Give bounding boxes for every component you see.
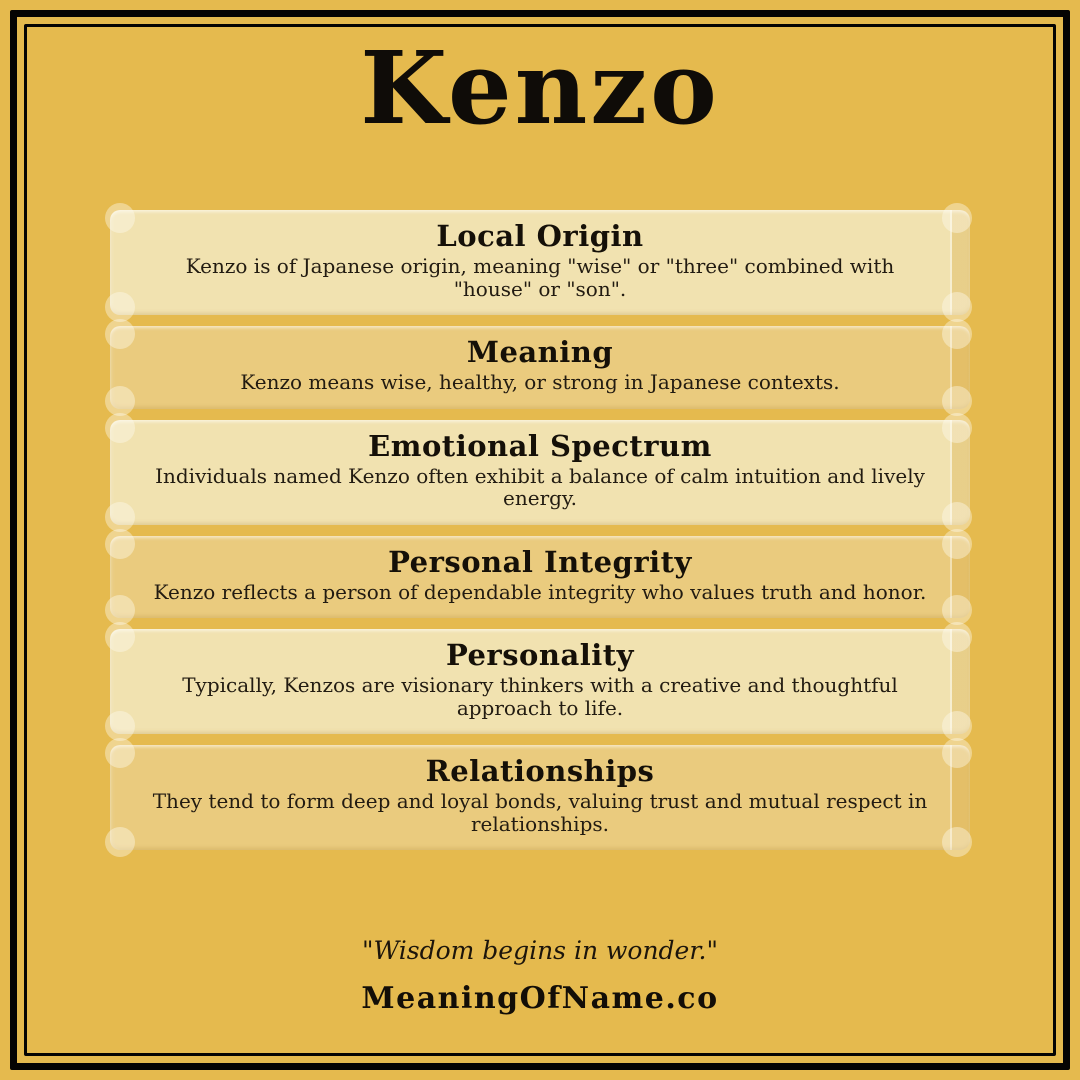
section-card-personal-integrity [110, 536, 970, 619]
corner-highlight [942, 595, 972, 625]
corner-highlight [105, 386, 135, 416]
brand-wordmark: MeaningOfName.co [361, 981, 719, 1016]
corner-highlight [942, 827, 972, 857]
corner-highlight [942, 529, 972, 559]
quote-text: "Wisdom begins in wonder." [361, 936, 718, 965]
corner-highlight [105, 711, 135, 741]
section-body: They tend to form deep and loyal bonds, valuing trust and mutual respect in relationships. [152, 789, 928, 836]
section-heading: Meaning [466, 335, 614, 369]
section-body: Kenzo means wise, healthy, or strong in Japanese contexts. [240, 370, 840, 394]
corner-highlight [105, 738, 135, 768]
corner-highlight [942, 203, 972, 233]
corner-highlight [942, 738, 972, 768]
corner-highlight [942, 711, 972, 741]
corner-highlight [942, 413, 972, 443]
section-card-emotional-spectrum [110, 420, 970, 525]
page-title: Kenzo [360, 29, 720, 147]
corner-highlight [105, 292, 135, 322]
corner-highlight [942, 319, 972, 349]
corner-highlight [105, 413, 135, 443]
section-heading: Local Origin [436, 219, 644, 253]
section-heading: Emotional Spectrum [368, 428, 712, 463]
corner-highlight [942, 292, 972, 322]
corner-highlight [942, 386, 972, 416]
corner-highlight [105, 502, 135, 532]
corner-highlight [105, 595, 135, 625]
section-card-relationships [110, 745, 970, 850]
section-heading: Relationships [425, 754, 655, 788]
section-body: Kenzo is of Japanese origin, meaning "wise" or "three" combined with "house" or "son". [185, 254, 895, 301]
section-body: Kenzo reflects a person of dependable integrity who values truth and honor. [153, 579, 927, 604]
section-body: Individuals named Kenzo often exhibit a balance of calm intuition and lively energy. [155, 463, 925, 510]
corner-highlight [105, 319, 135, 349]
section-card-local-origin [110, 210, 970, 315]
section-body: Typically, Kenzos are visionary thinkers with a creative and thoughtful approach to life. [182, 673, 898, 720]
sections-list [110, 210, 970, 861]
section-card-personality [110, 629, 970, 734]
corner-highlight [105, 529, 135, 559]
section-heading: Personal Integrity [388, 544, 692, 579]
corner-highlight [942, 502, 972, 532]
corner-highlight [942, 622, 972, 652]
section-heading: Personality [445, 638, 635, 672]
corner-highlight [105, 203, 135, 233]
corner-highlight [105, 827, 135, 857]
section-card-meaning [110, 326, 970, 409]
corner-highlight [105, 622, 135, 652]
